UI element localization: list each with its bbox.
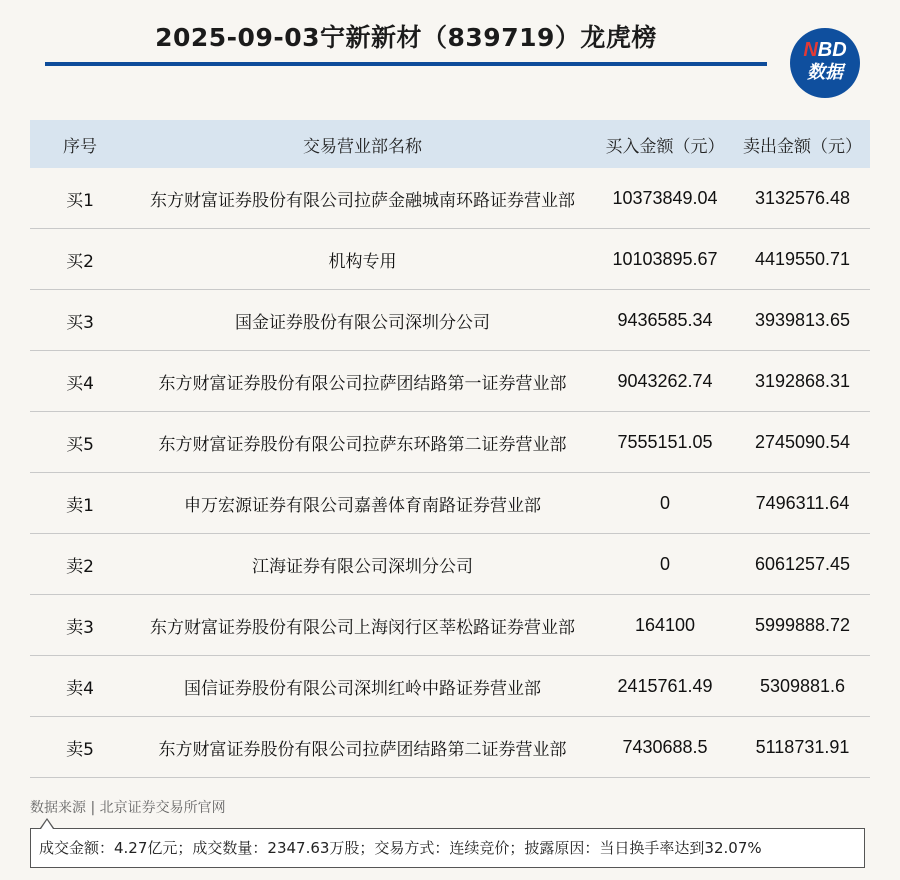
row-rank: 买3 bbox=[66, 312, 94, 333]
table-row bbox=[30, 168, 870, 229]
row-buy-amount: 10103895.67 bbox=[612, 248, 718, 269]
row-sell-amount: 7496311.64 bbox=[755, 492, 850, 513]
row-rank: 卖5 bbox=[66, 739, 94, 760]
row-rank: 买1 bbox=[66, 190, 94, 211]
table-row bbox=[30, 412, 870, 473]
row-sell-amount: 5309881.6 bbox=[759, 675, 846, 696]
column-header-name: 交易营业部名称 bbox=[303, 136, 422, 157]
row-broker-name: 东方财富证券股份有限公司拉萨团结路第一证券营业部 bbox=[158, 373, 567, 394]
title-underline bbox=[45, 62, 767, 66]
row-sell-amount: 5118731.91 bbox=[755, 736, 850, 757]
row-buy-amount: 2415761.49 bbox=[617, 675, 713, 696]
row-buy-amount: 7555151.05 bbox=[617, 431, 713, 452]
row-rank: 买2 bbox=[66, 251, 94, 272]
page-title: 2025-09-03宁新新材（839719）龙虎榜 bbox=[155, 23, 657, 52]
column-header-rank: 序号 bbox=[63, 136, 97, 157]
logo-line1: NBD bbox=[803, 39, 847, 61]
table-row bbox=[30, 656, 870, 717]
row-buy-amount: 9436585.34 bbox=[617, 309, 713, 330]
row-broker-name: 机构专用 bbox=[328, 251, 397, 272]
row-broker-name: 东方财富证券股份有限公司拉萨金融城南环路证券营业部 bbox=[150, 190, 575, 211]
row-broker-name: 国金证券股份有限公司深圳分公司 bbox=[235, 312, 490, 333]
dragon-tiger-table bbox=[30, 120, 870, 778]
logo-line2: 数据 bbox=[807, 62, 843, 82]
row-broker-name: 申万宏源证券有限公司嘉善体育南路证券营业部 bbox=[184, 495, 541, 516]
row-sell-amount: 5999888.72 bbox=[754, 614, 851, 635]
row-rank: 卖3 bbox=[66, 617, 94, 638]
row-broker-name: 东方财富证券股份有限公司拉萨东环路第二证券营业部 bbox=[158, 434, 567, 455]
row-sell-amount: 2745090.54 bbox=[754, 431, 851, 452]
table-header bbox=[30, 120, 870, 168]
row-broker-name: 江海证券有限公司深圳分公司 bbox=[252, 556, 473, 577]
row-buy-amount: 9043262.74 bbox=[617, 370, 713, 391]
callout-pointer-fill bbox=[41, 820, 53, 829]
row-rank: 买5 bbox=[66, 434, 94, 455]
row-sell-amount: 3939813.65 bbox=[754, 309, 851, 330]
table-row bbox=[30, 534, 870, 595]
row-sell-amount: 4419550.71 bbox=[754, 248, 851, 269]
row-rank: 买4 bbox=[66, 373, 94, 394]
trade-summary-box: 成交金额：4.27亿元；成交数量：2347.63万股；交易方式：连续竞价；披露原因：当日换手率达到32.07% bbox=[30, 828, 865, 868]
row-broker-name: 国信证券股份有限公司深圳红岭中路证券营业部 bbox=[184, 678, 541, 699]
row-broker-name: 东方财富证券股份有限公司拉萨团结路第二证券营业部 bbox=[158, 739, 567, 760]
column-header-sell: 卖出金额（元） bbox=[743, 136, 862, 157]
row-rank: 卖2 bbox=[66, 556, 94, 577]
row-broker-name: 东方财富证券股份有限公司上海闵行区莘松路证券营业部 bbox=[150, 617, 575, 638]
row-sell-amount: 3132576.48 bbox=[754, 187, 851, 208]
row-rank: 卖1 bbox=[66, 495, 94, 516]
table-row bbox=[30, 717, 870, 778]
nbd-logo bbox=[790, 28, 860, 98]
row-buy-amount: 10373849.04 bbox=[612, 187, 718, 208]
data-source-note: 数据来源 | 北京证券交易所官网 bbox=[30, 800, 226, 816]
column-header-buy: 买入金额（元） bbox=[605, 136, 725, 157]
row-rank: 卖4 bbox=[66, 678, 94, 699]
row-buy-amount: 0 bbox=[659, 492, 670, 513]
row-buy-amount: 0 bbox=[659, 553, 670, 574]
row-sell-amount: 3192868.31 bbox=[754, 370, 851, 391]
table-row bbox=[30, 351, 870, 412]
row-buy-amount: 164100 bbox=[634, 614, 696, 635]
row-buy-amount: 7430688.5 bbox=[622, 736, 708, 757]
table-row bbox=[30, 229, 870, 290]
table-row bbox=[30, 290, 870, 351]
table-row bbox=[30, 473, 870, 534]
row-sell-amount: 6061257.45 bbox=[754, 553, 851, 574]
table-row bbox=[30, 595, 870, 656]
